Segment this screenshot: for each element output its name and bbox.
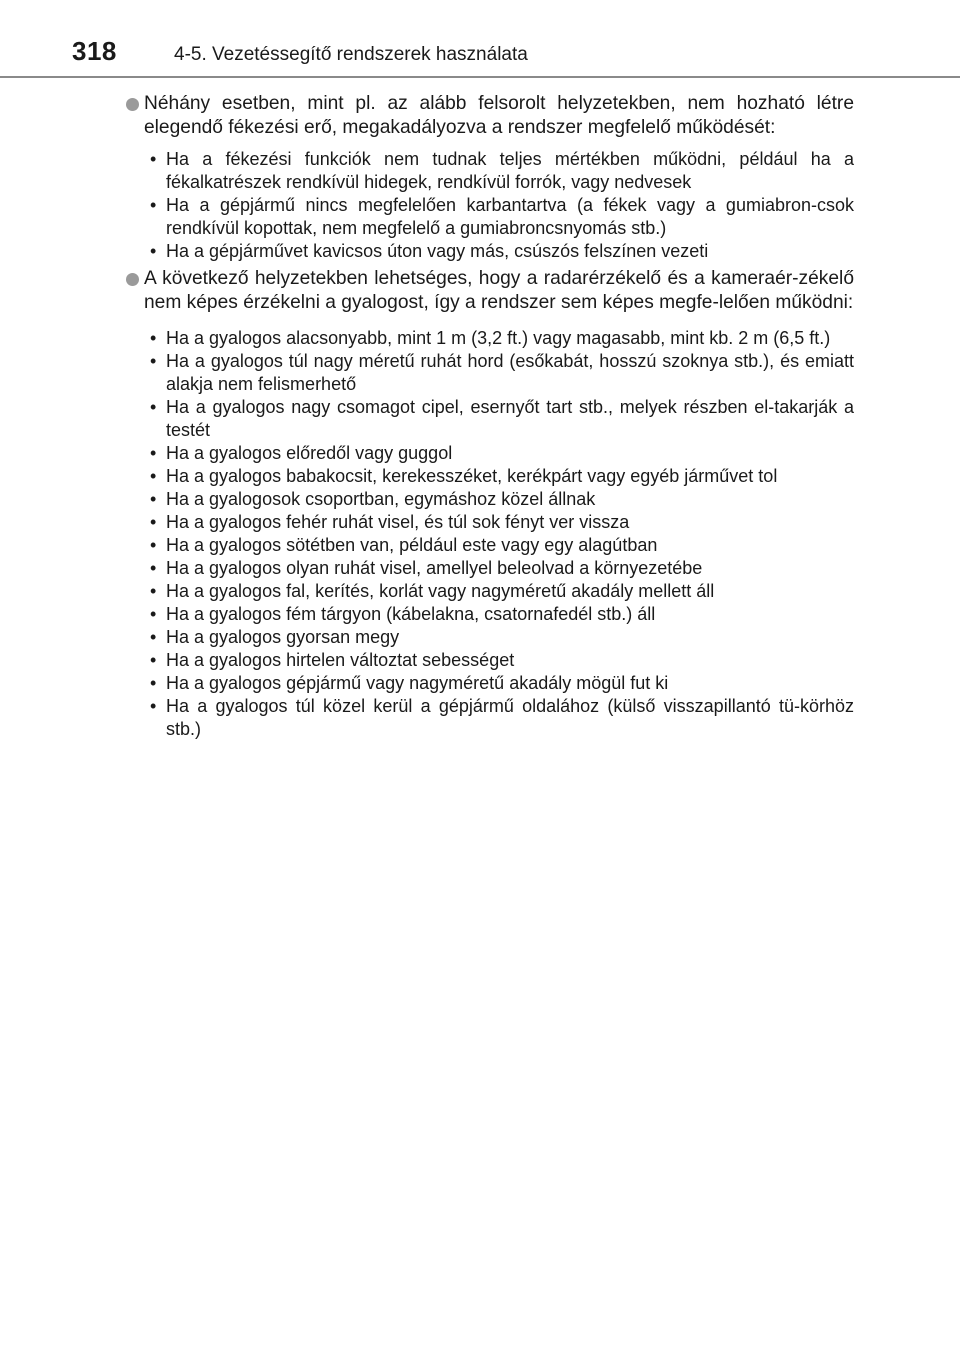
sub-list (144, 327, 854, 741)
bullet-dot-icon: • (150, 558, 157, 578)
main-list-item-text: A következő helyzetekben lehetséges, hogy a radarérzékelő és a kameraér-zékelő nem képes érzékelni a gyalogost, így a rendszer sem képes megfe-lelően működni: (144, 268, 854, 313)
sub-list-item (144, 465, 854, 488)
bullet-dot-icon: • (150, 149, 157, 169)
sub-list-item-text: Ha a gyalogos babakocsit, kerekesszéket, kerékpárt vagy egyéb járművet tol (166, 466, 778, 486)
bullet-dot-icon: • (150, 604, 157, 624)
sub-list-item-text: Ha a gyalogosok csoportban, egymáshoz közel állnak (166, 489, 596, 509)
sub-list-item-text: Ha a gyalogos fém tárgyon (kábelakna, csatornafedél stb.) áll (166, 604, 656, 624)
sub-list-item-text: Ha a fékezési funkciók nem tudnak teljes mértékben működni, például ha a fékalkatrészek rendkívül hidegek, rendkívül forrók, vagy nedvesek (166, 149, 854, 192)
bullet-dot-icon: • (150, 535, 157, 555)
section-title: 4-5. Vezetéssegítő rendszerek használata (174, 44, 528, 65)
sub-list-item (144, 557, 854, 580)
main-list-item (124, 267, 854, 741)
bullet-dot-icon: • (150, 512, 157, 532)
bullet-dot-icon: • (150, 328, 157, 348)
sub-list-item (144, 488, 854, 511)
header-divider (0, 76, 960, 78)
page-content (124, 92, 854, 745)
sub-list-item-text: Ha a gyalogos túl nagy méretű ruhát hord (esőkabát, hosszú szoknya stb.), és emiatt alakja nem felismerhető (166, 351, 854, 394)
sub-list (144, 148, 854, 263)
page-number: 318 (72, 36, 117, 66)
sub-list-item (144, 580, 854, 603)
sub-list-item (144, 672, 854, 695)
sub-list-item-text: Ha a gyalogos alacsonyabb, mint 1 m (3,2 ft.) vagy magasabb, mint kb. 2 m (6,5 ft.) (166, 328, 831, 348)
sub-list-item (144, 442, 854, 465)
sub-list-item (144, 603, 854, 626)
bullet-dot-icon: • (150, 466, 157, 486)
bullet-dot-icon: • (150, 195, 157, 215)
sub-list-item-text: Ha a gyalogos gyorsan megy (166, 627, 400, 647)
sub-list-item (144, 327, 854, 350)
bullet-dot-icon: • (150, 351, 157, 371)
bullet-dot-icon: • (150, 627, 157, 647)
sub-list-item (144, 626, 854, 649)
sub-list-item-text: Ha a gépjármű nincs megfelelően karbantartva (a fékek vagy a gumiabron-csok rendkívül kopottak, nem megfelelő a gumiabroncsnyomás stb.) (166, 195, 854, 238)
bullet-dot-icon: • (150, 673, 157, 693)
main-list-item (124, 92, 854, 263)
main-list-item-text: Néhány esetben, mint pl. az alább felsorolt helyzetekben, nem hozható létre elegendő fékezési erő, megakadályozva a rendszer megfelelő működését: (144, 93, 854, 138)
sub-list-item (144, 240, 854, 263)
sub-list-item-text: Ha a gyalogos túl közel kerül a gépjármű oldalához (külső visszapillantó tü-körhöz stb.) (166, 696, 854, 739)
sub-list-item (144, 534, 854, 557)
sub-list-item-text: Ha a gyalogos fehér ruhát visel, és túl sok fényt ver vissza (166, 512, 630, 532)
sub-list-item-text: Ha a gyalogos sötétben van, például este vagy egy alagútban (166, 535, 658, 555)
bullet-dot-icon: • (150, 581, 157, 601)
sub-list-item (144, 194, 854, 240)
sub-list-item-text: Ha a gépjárművet kavicsos úton vagy más, csúszós felszínen vezeti (166, 241, 709, 261)
circle-bullet-icon (126, 98, 139, 111)
page-header (0, 0, 960, 80)
bullet-dot-icon: • (150, 489, 157, 509)
sub-list-item-text: Ha a gyalogos olyan ruhát visel, amellyel beleolvad a környezetébe (166, 558, 703, 578)
sub-list-item-text: Ha a gyalogos fal, kerítés, korlát vagy nagyméretű akadály mellett áll (166, 581, 715, 601)
circle-bullet-icon (126, 273, 139, 286)
bullet-dot-icon: • (150, 397, 157, 417)
sub-list-item (144, 649, 854, 672)
sub-list-item-text: Ha a gyalogos nagy csomagot cipel, esernyőt tart stb., melyek részben el-takarják a testét (166, 397, 854, 440)
bullet-dot-icon: • (150, 241, 157, 261)
bullet-dot-icon: • (150, 650, 157, 670)
sub-list-item (144, 695, 854, 741)
sub-list-item (144, 148, 854, 194)
bullet-dot-icon: • (150, 443, 157, 463)
sub-list-item (144, 396, 854, 442)
sub-list-item-text: Ha a gyalogos gépjármű vagy nagyméretű akadály mögül fut ki (166, 673, 669, 693)
sub-list-item-text: Ha a gyalogos hirtelen változtat sebességet (166, 650, 515, 670)
sub-list-item-text: Ha a gyalogos előredől vagy guggol (166, 443, 453, 463)
sub-list-item (144, 511, 854, 534)
bullet-dot-icon: • (150, 696, 157, 716)
sub-list-item (144, 350, 854, 396)
